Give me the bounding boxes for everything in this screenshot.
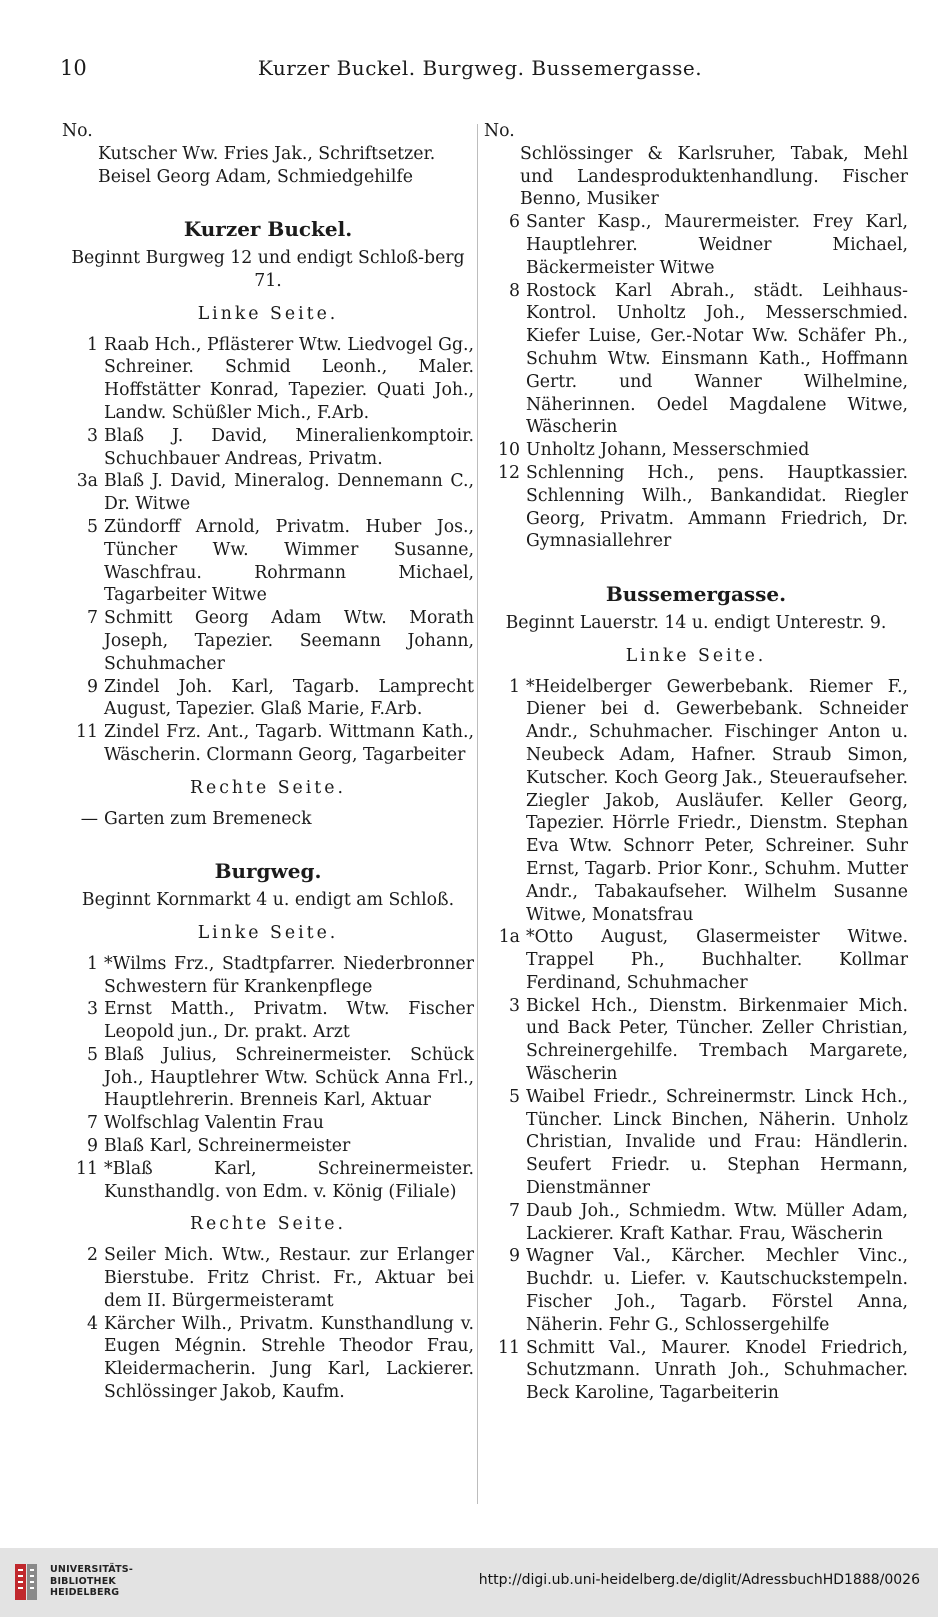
house-number: 1a [498,927,520,948]
no-label: No. [62,121,93,141]
address-entry [62,470,474,516]
address-entry [484,926,908,994]
house-number: 5 [87,516,98,537]
right-column [484,120,908,1405]
address-entry [62,1158,474,1204]
entry-list [484,676,908,1406]
house-number: 3a [76,471,98,492]
address-entry [62,1112,474,1135]
side-heading-right: Rechte Seite. [190,1214,346,1235]
residents-text: Santer Kasp., Maurermeister. Frey Karl, Hauptlehrer. Weidner Michael, Bäckermeister Witwe [526,212,908,278]
house-number: 10 [498,440,520,461]
left-column [62,120,474,1404]
house-number: 7 [87,1113,98,1134]
page-number: 10 [60,56,87,80]
no-label: No. [484,121,515,141]
residents-text: *Wilms Frz., Stadtpfarrer. Niederbronner Schwestern für Krankenpflege [104,953,474,997]
house-number: — [80,808,98,829]
house-number: 7 [87,608,98,629]
footer-bar [0,1548,938,1617]
address-entry [484,462,908,553]
street-title-bussemergasse: Bussemergasse. [605,582,787,607]
side-heading-left: Linke Seite. [625,645,767,666]
address-entry [484,1200,908,1246]
page-header [60,52,900,86]
entry-list [484,211,908,553]
address-entry [484,1245,908,1336]
house-number: 1 [87,334,98,355]
house-number: 9 [87,676,98,697]
address-entry [62,1313,474,1404]
house-number: 11 [76,1158,98,1179]
column-divider [477,124,478,1504]
residents-text: Rostock Karl Abrah., städt. Leihhaus-Kontrol. Unholtz Joh., Messerschmied. Kiefer Luise, Ger.-Notar Ww. Schäfer Ph., Schuhm Wtw. Einsmann Kath., Hoffmann Gertr. und Wanner Wilhelmine, Näherinnen. Oedel Magdalene Witwe, Wäscherin [526,280,908,438]
residents-text: Schlenning Hch., pens. Hauptkassier. Schlenning Wilh., Bankandidat. Riegler Georg, Privatm. Ammann Friedrich, Dr. Gymnasiallehrer [526,462,908,552]
address-entry [62,334,474,425]
logo-line: UNIVERSITÄTS- [50,1564,133,1575]
residents-text: Blaß J. David, Mineralienkomptoir. Schuchbauer Andreas, Privatm. [104,425,474,469]
residents-text: Seiler Mich. Wtw., Restaur. zur Erlanger Bierstube. Fritz Christ. Fr., Aktuar bei dem II. Bürgermeisteramt [104,1245,474,1311]
house-number: 1 [509,676,520,697]
house-number: 2 [87,1245,98,1266]
address-entry [484,211,908,279]
address-entry [62,808,474,831]
residents-text: Garten zum Bremeneck [104,808,312,829]
side-heading-right: Rechte Seite. [190,777,346,798]
street-title-kurzer-buckel: Kurzer Buckel. [183,217,353,242]
residents-text: Raab Hch., Pflästerer Wtw. Liedvogel Gg., Schreiner. Schmid Leonh., Maler. Hoffstätter Konrad, Tapezier. Quati Joh., Landw. Schüßler Mich., F.Arb. [104,334,474,423]
residents-text: *Otto August, Glasermeister Witwe. Trappel Ph., Buchhalter. Kollmar Ferdinand, Schuhmacher [526,927,908,993]
residents-text: Zündorff Arnold, Privatm. Huber Jos., Tüncher Ww. Wimmer Susanne, Waschfrau. Rohrmann Michael, Tagarbeiter Witwe [104,516,474,606]
address-entry [62,1244,474,1312]
address-entry [62,1044,474,1112]
continued-line: Beisel Georg Adam, Schmiedgehilfe [98,166,413,187]
residents-text: Blaß J. David, Mineralog. Dennemann C., Dr. Witwe [104,471,474,515]
logo-line: HEIDELBERG [50,1587,120,1598]
house-number: 5 [509,1086,520,1107]
address-entry [62,721,474,767]
address-entry [62,425,474,471]
entry-list [62,953,474,1204]
house-number: 4 [87,1313,98,1334]
address-entry [62,676,474,722]
address-entry [484,280,908,440]
residents-text: *Blaß Karl, Schreinermeister. Kunsthandlg. von Edm. v. König (Filiale) [104,1158,474,1202]
entry-list [62,334,474,767]
street-bounds: Beginnt Kornmarkt 4 u. endigt am Schloß. [81,890,455,911]
continued-entry: Schlössinger & Karlsruher, Tabak, Mehl und Landesproduktenhandlung. Fischer Benno, Musiker [520,143,908,210]
residents-text: Zindel Joh. Karl, Tagarb. Lamprecht August, Tapezier. Glaß Marie, F.Arb. [104,676,474,720]
residents-text: *Heidelberger Gewerbebank. Riemer F., Diener bei d. Gewerbebank. Schneider Andr., Schuhmacher. Fischinger Anton u. Neubeck Adam, Hafner. Straub Simon, Kutscher. Koch Georg Jak., Steueraufseher. Ziegler Jakob, Ausläufer. Keller Georg, Tapezier. Hörrle Friedr., Dienstm. Stephan Eva Wtw. Schnorr Peter, Schreiner. Suhr Ernst, Tagarb. Prior Konr., Schuhm. Mutter Andr., Tabakaufseher. Wilhelm Susanne Witwe, Monatsfrau [526,676,908,925]
house-number: 12 [498,462,520,483]
residents-text: Waibel Friedr., Schreinermstr. Linck Hch., Tüncher. Linck Binchen, Näherin. Unholz Christian, Invalide und Frau: Händlerin. Seufert Friedr. u. Stephan Hermann, Dienstmänner [526,1086,908,1199]
residents-text: Unholtz Johann, Messerschmied [526,440,810,461]
house-number: 1 [87,953,98,974]
address-entry [62,998,474,1044]
side-heading-left: Linke Seite. [197,922,339,943]
entry-list [62,808,474,831]
house-number: 3 [87,425,98,446]
street-title-burgweg: Burgweg. [214,859,322,884]
house-number: 5 [87,1044,98,1065]
house-number: 9 [509,1246,520,1267]
residents-text: Bickel Hch., Dienstm. Birkenmaier Mich. und Back Peter, Tüncher. Zeller Christian, Schreinergehilfe. Trembach Margarete, Wäscherin [526,995,908,1085]
residents-text: Blaß Julius, Schreinermeister. Schück Joh., Hauptlehrer Wtw. Schück Anna Frl., Hauptlehrerin. Brenneis Karl, Aktuar [104,1044,474,1111]
side-heading-left: Linke Seite. [197,303,339,324]
address-entry [484,1086,908,1200]
house-number: 11 [498,1337,520,1358]
residents-text: Blaß Karl, Schreinermeister [104,1136,351,1157]
address-entry [62,1135,474,1158]
residents-text: Wolfschlag Valentin Frau [104,1113,324,1134]
address-entry [484,995,908,1086]
running-title: Kurzer Buckel. Burgweg. Bussemergasse. [257,56,703,80]
house-number: 9 [87,1136,98,1157]
entry-list [62,1244,474,1404]
house-number: 3 [87,999,98,1020]
continued-line: Kutscher Ww. Fries Jak., Schriftsetzer. [98,143,436,164]
residents-text: Schmitt Georg Adam Wtw. Morath Joseph, Tapezier. Seemann Johann, Schuhmacher [104,608,474,674]
library-logo-icon [12,1560,40,1604]
address-entry [484,1337,908,1405]
address-entry [484,439,908,462]
address-entry [62,607,474,675]
street-bounds: Beginnt Lauerstr. 14 u. endigt Unterestr. 9. [505,612,887,633]
source-url-link[interactable]: http://digi.ub.uni-heidelberg.de/diglit/AdressbuchHD1888/0026 [478,1572,920,1588]
house-number: 11 [76,722,98,743]
address-entry [62,953,474,999]
residents-text: Ernst Matth., Privatm. Wtw. Fischer Leopold jun., Dr. prakt. Arzt [104,999,474,1043]
residents-text: Wagner Val., Kärcher. Mechler Vinc., Buchdr. u. Liefer. v. Kautschuckstempeln. Fischer Joh., Tagarb. Förstel Anna, Näherin. Fehr G., Schlossergehilfe [526,1246,908,1335]
address-entry [484,676,908,927]
residents-text: Kärcher Wilh., Privatm. Kunsthandlung v. Eugen Mégnin. Strehle Theodor Frau, Kleidermacherin. Jung Karl, Lackierer. Schlössinger Jakob, Kaufm. [104,1313,474,1403]
house-number: 3 [509,995,520,1016]
residents-text: Daub Joh., Schmiedm. Wtw. Müller Adam, Lackierer. Kraft Kathar. Frau, Wäscherin [526,1200,908,1244]
house-number: 6 [509,212,520,233]
street-bounds: Beginnt Burgweg 12 und endigt Schloß-berg 71. [71,248,465,291]
address-entry [62,516,474,607]
house-number: 8 [509,280,520,301]
library-logo-text [50,1564,133,1599]
residents-text: Schmitt Val., Maurer. Knodel Friedrich, Schutzmann. Unrath Joh., Schuhmacher. Beck Karoline, Tagarbeiterin [526,1337,908,1404]
residents-text: Zindel Frz. Ant., Tagarb. Wittmann Kath., Wäscherin. Clormann Georg, Tagarbeiter [104,722,474,765]
house-number: 7 [509,1200,520,1221]
logo-line: BIBLIOTHEK [50,1575,116,1587]
